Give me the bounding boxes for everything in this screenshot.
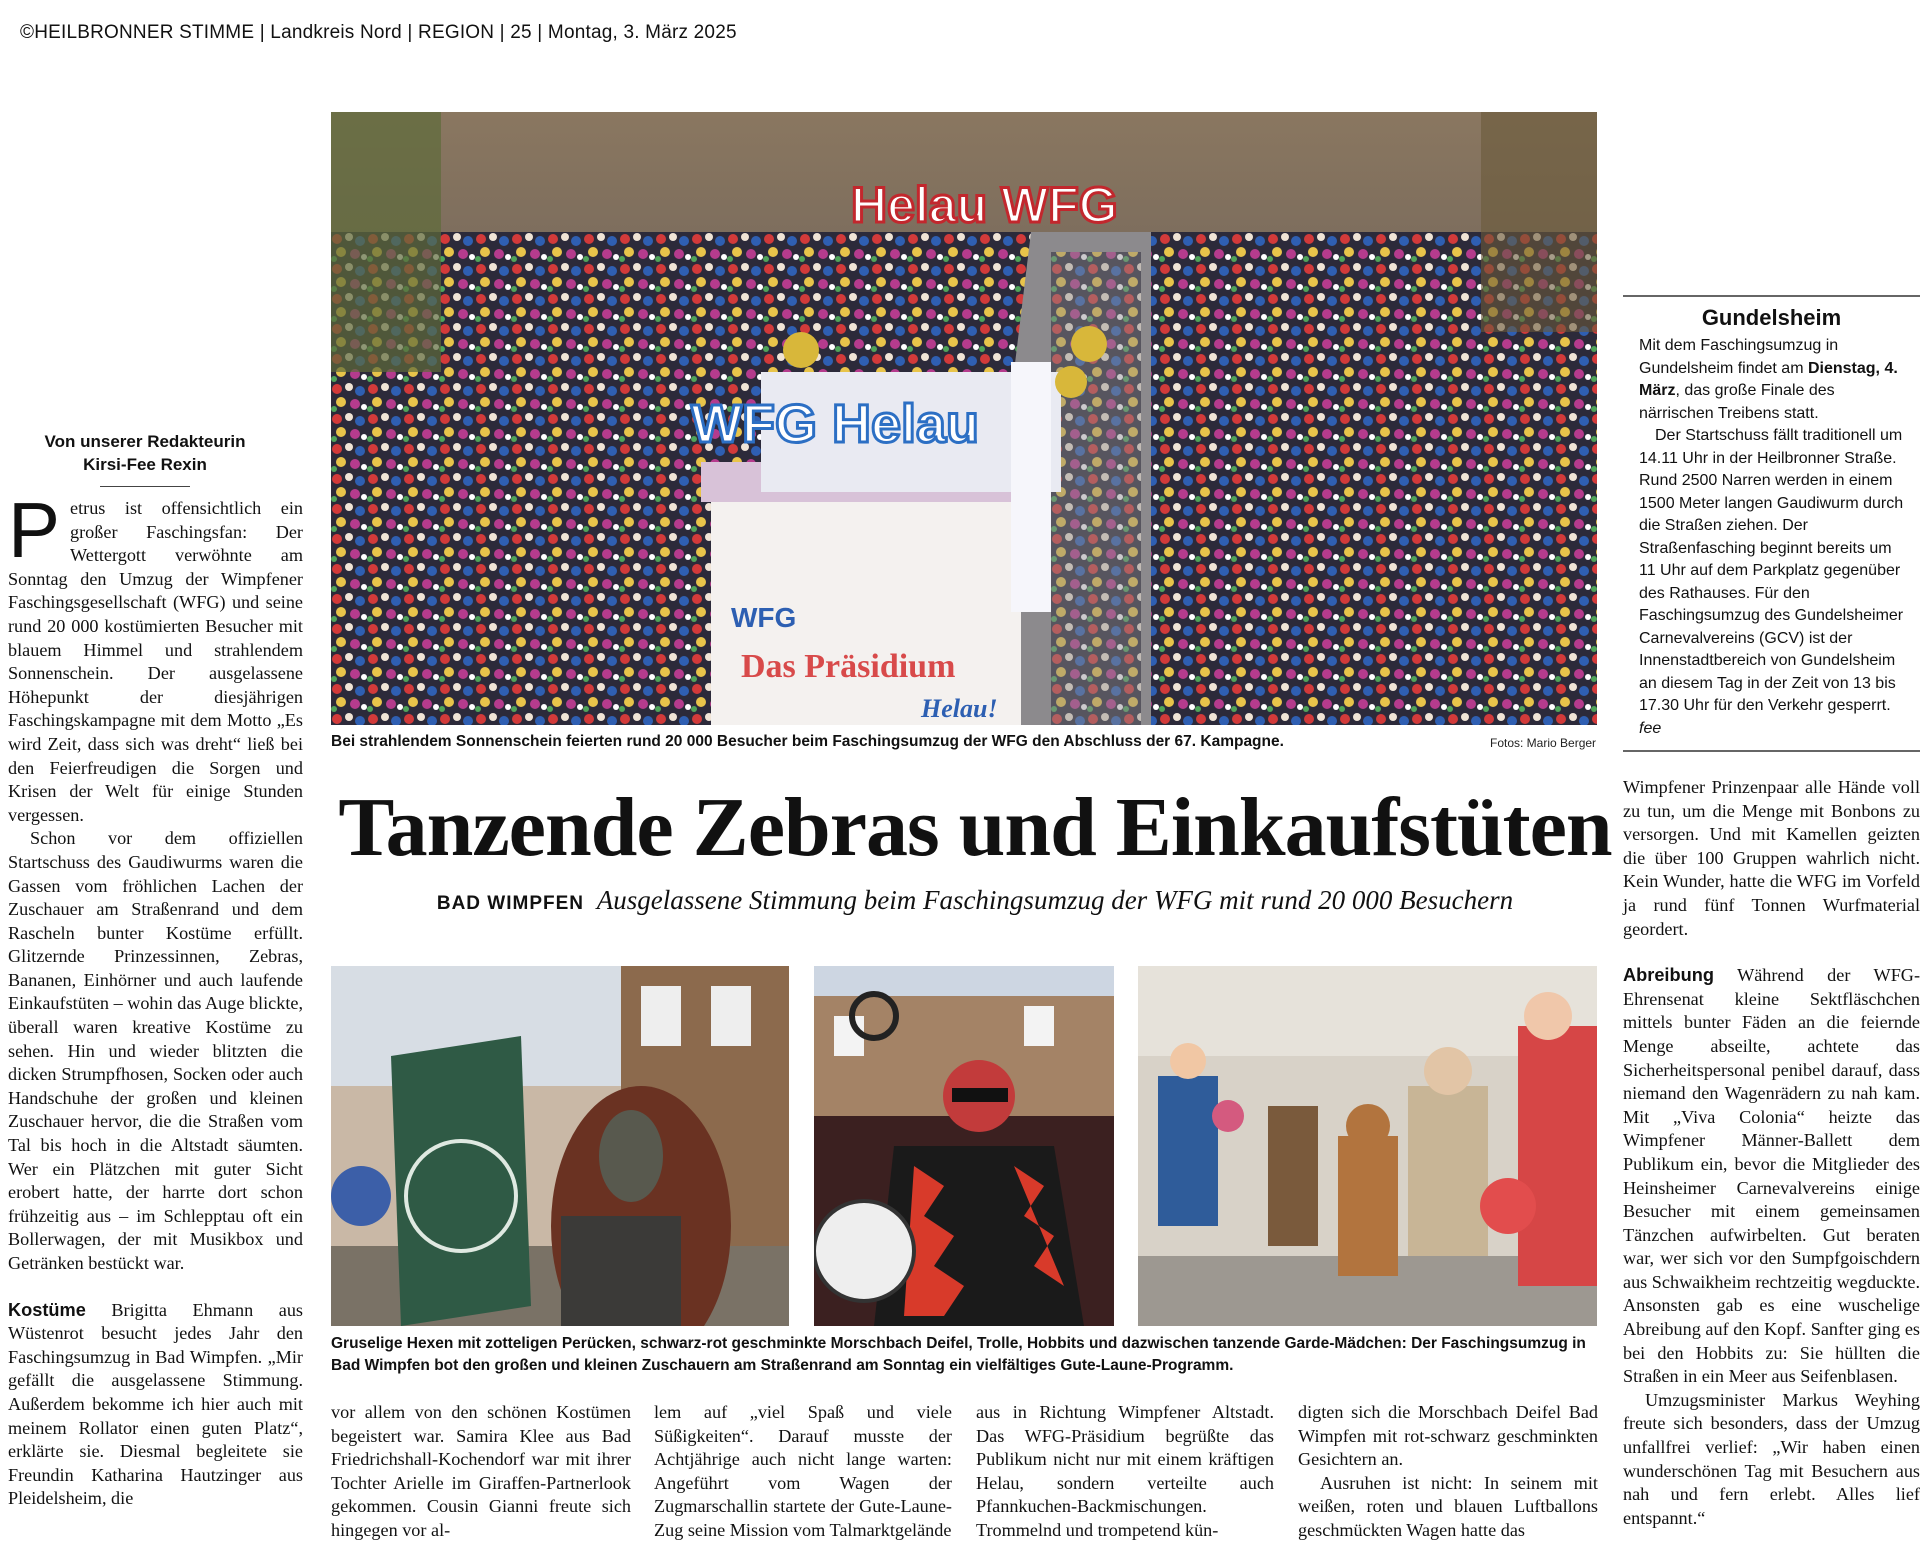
infobox-gundelsheim	[1623, 295, 1920, 752]
section-lead: Abreibung	[1623, 965, 1714, 986]
paragraph: digten sich die Morschbach Deifel Bad Wimpfen mit rot-schwarz geschminkten Gesichtern an.	[1298, 1402, 1598, 1470]
paragraph-abreibung	[1623, 964, 1920, 1389]
float-helau: Helau!	[921, 694, 998, 723]
paragraph: Schon vor dem offiziellen Startschuss des Gaudiwurms waren die Gassen vom fröhlichen Lachen der Zuschauer am Straßenrand und dem Rascheln bunter Kostüme erfüllt. Glitzernde Prinzessinnen, Zebras, Bananen, Einhörner und auch laufende Einkaufstüten – wohin das Auge blickte, überall waren kreative Kostüme zu sehen. Hin und wieder blitzten die dicken Strumpfhosen, Socken oder auch Handschuhe der großen und kleinen Zuschauer hervor, die die Straßen vom Tal bis hoch in die Altstadt säumten. Wer ein Plätzchen mit guter Sicht erobert hatte, der harrte dort schon frühzeitig aus – im Schlepptau oft ein Bollerwagen, der mit Musikbox und Getränken bestückt war.	[8, 828, 303, 1273]
photo-kids	[1138, 966, 1597, 1326]
byline-role: Von unserer Redakteurin	[44, 432, 246, 451]
article-column-6	[1623, 776, 1920, 1530]
headline: Tanzende Zebras und Einkaufstüten	[338, 781, 1612, 874]
byline-divider	[100, 486, 190, 487]
infobox-text: , das große Finale des närrischen Treibens statt.	[1639, 382, 1835, 422]
byline	[20, 430, 270, 476]
photo-witch	[331, 966, 789, 1326]
byline-author: Kirsi-Fee Rexin	[83, 455, 207, 474]
article-column-2	[331, 1401, 631, 1543]
subline	[330, 885, 1620, 916]
intro-text: etrus ist offensichtlich ein großer Faschingsfan: Der Wettergott verwöhnte am Sonntag den Umzug der Wimpfener Faschingsgesellschaft (WFG) und seine rund 20 000 kostümierten Besucher mit blauem Himmel und strahlendem Sonnenschein. Der ausgelassene Höhepunkt der diesjährigen Faschingskampagne mit dem Motto „Es wird Zeit, dass sich was dreht“ ließ bei den Feierfreudigen die Sorgen und Krisen der Welt für einige Stunden vergessen.	[8, 498, 303, 825]
infobox-title: Gundelsheim	[1701, 305, 1842, 330]
intro-paragraph	[8, 486, 303, 827]
paragraph-text: Während der WFG-Ehrensenat kleine Sektfläschchen mittels bunter Fäden an die feiernde Menge abseilte, achtete das Sicherheitspersonal penibel darauf, dass niemand den Wagenrädern zu nah kam. Mit „Viva Colonia“ heizte das Wimpfener Männer-Ballett dem Publikum ein, bevor die Mitglieder des Heinsheimer Carnevalvereins einige Besucher mit einem gemeinsamen Tänzchen aufwirbelten. Gut beraten war, wer sich vor den Sumpfgoischdern aus Schwaikheim rechtzeitig wegduckte. Ansonsten gab es eine wuschelige Abreibung auf den Kopf. Sanfter ging es bei den Hobbits zu: Sie hüllten die Straßen in ein Meer aus Seifenblasen.	[1623, 965, 1920, 1387]
infobox-bottom-rule	[1623, 750, 1920, 752]
infobox-top-rule	[1623, 295, 1920, 297]
dateline-kicker: BAD WIMPFEN	[436, 893, 584, 914]
article-column-4	[976, 1401, 1274, 1543]
article-column-3	[654, 1401, 952, 1543]
paragraph: Wimpfener Prinzenpaar alle Hände voll zu tun, um die Menge mit Bonbons zu versorgen. Und mit Kamellen geizten die über 100 Gruppen wahrlich nicht. Kein Wunder, hatte die WFG im Vorfeld ja rund fünf Tonnen Wurfmaterial geordert.	[1623, 777, 1920, 939]
article-column-5	[1298, 1401, 1598, 1543]
infobox-date: Dienstag, 4. März	[1639, 359, 1898, 399]
infobox-paragraph	[1639, 425, 1906, 740]
paragraph: aus in Richtung Wimpfener Altstadt. Das WFG-Präsidium begrüßte das Publikum nicht nur mit einem kräftigen Helau, sondern verteilte auch Pfannkuchen-Backmischungen. Trommelnd und trompetend kün-	[976, 1402, 1274, 1540]
paragraph: Ausruhen ist nicht: In seinem mit weißen, roten und blauen Luftballons geschmückten Wagen hatte das	[1298, 1472, 1598, 1540]
article-column-1	[8, 486, 303, 1511]
paragraph: Umzugsminister Markus Weyhing freute sich besonders, dass der Umzug unfallfrei verlief: „Wir haben einen wunderschönen Tag mit Besuchern aus nah und fern erlebt. Alles lief entspannt.“	[1623, 1389, 1920, 1528]
main-photo-caption: Bei strahlendem Sonnenschein feierten rund 20 000 Besucher beim Faschingsumzug der WFG den Abschluss der 67. Kampagne.	[331, 733, 1284, 750]
sign-helau-wfg: Helau WFG	[851, 177, 1118, 233]
section-lead: Kostüme	[8, 1299, 86, 1320]
photo-row-caption: Gruselige Hexen mit zotteligen Perücken, schwarz-rot geschminkte Morschbach Deifel, Trolle, Hobbits und dazwischen tanzende Garde-Mädchen: Der Faschingsumzug in Bad Wimpfen bot den großen und kleinen Zuschauern am Straßenrand am Sonntag ein vielfältiges Gute-Laune-Programm.	[331, 1335, 1586, 1374]
sign-wfg-helau: WFG Helau	[691, 394, 980, 454]
infobox-signature: fee	[1639, 719, 1662, 737]
drop-cap: P	[8, 486, 61, 574]
deck: Ausgelassene Stimmung beim Faschingsumzug der WFG mit rund 20 000 Besuchern	[596, 885, 1514, 915]
float-text: Das Präsidium	[741, 648, 956, 685]
paragraph-text: Brigitta Ehmann aus Wüstenrot besucht jedes Jahr den Faschingsumzug in Bad Wimpfen. „Mir gefällt die ausgelassene Stimmung. Außerdem bekomme ich hier auch mit meinem Rollator einen guten Platz“, erklärte sie. Diesmal begleitete sie Freundin Katharina Hautzinger aus Pleidelsheim, die	[8, 1299, 303, 1509]
newspaper-header: ©HEILBRONNER STIMME | Landkreis Nord | REGION | 25 | Montag, 3. März 2025	[20, 22, 737, 43]
main-photo	[331, 112, 1597, 725]
paragraph: vor allem von den schönen Kostümen begeistert war. Samira Klee aus Bad Friedrichshall-Kochendorf war mit ihrer Tochter Arielle im Giraffen-Partnerlook gekommen. Cousin Gianni freute sich hingegen vor al-	[331, 1402, 631, 1540]
photo-credit: Fotos: Mario Berger	[1490, 736, 1597, 750]
photo-devil	[814, 966, 1114, 1326]
infobox-text: Mit dem Faschingsumzug in Gundelsheim findet am	[1639, 337, 1839, 377]
parade-crowd-image	[331, 112, 1597, 725]
float-brand-text: WFG	[731, 602, 797, 633]
paragraph-kostueme	[8, 1299, 303, 1511]
infobox-body	[1623, 335, 1920, 740]
paragraph: lem auf „viel Spaß und viele Süßigkeiten“. Darauf musste der Achtjährige auch nicht lange warten: Angeführt vom Wagen der Zugmarschallin startete der Gute-Laune-Zug seine Mission vom Talmarktgelände	[654, 1402, 952, 1540]
infobox-paragraph	[1639, 335, 1906, 425]
infobox-text: Der Startschuss fällt traditionell um 14.11 Uhr in der Heilbronner Straße. Rund 2500 Narren werden in einem 1500 Meter langen Gaudiwurm durch die Straßen ziehen. Der Straßenfasching beginnt bereits um 11 Uhr auf dem Parkplatz gegenüber des Rathauses. Für den Faschingsumzug des Gundelsheimer Carnevalvereins (GCV) ist der Innenstadtbereich von Gundelsheim an diesem Tag in der Zeit von 13 bis 17.30 Uhr für den Verkehr gesperrt.	[1639, 427, 1904, 714]
